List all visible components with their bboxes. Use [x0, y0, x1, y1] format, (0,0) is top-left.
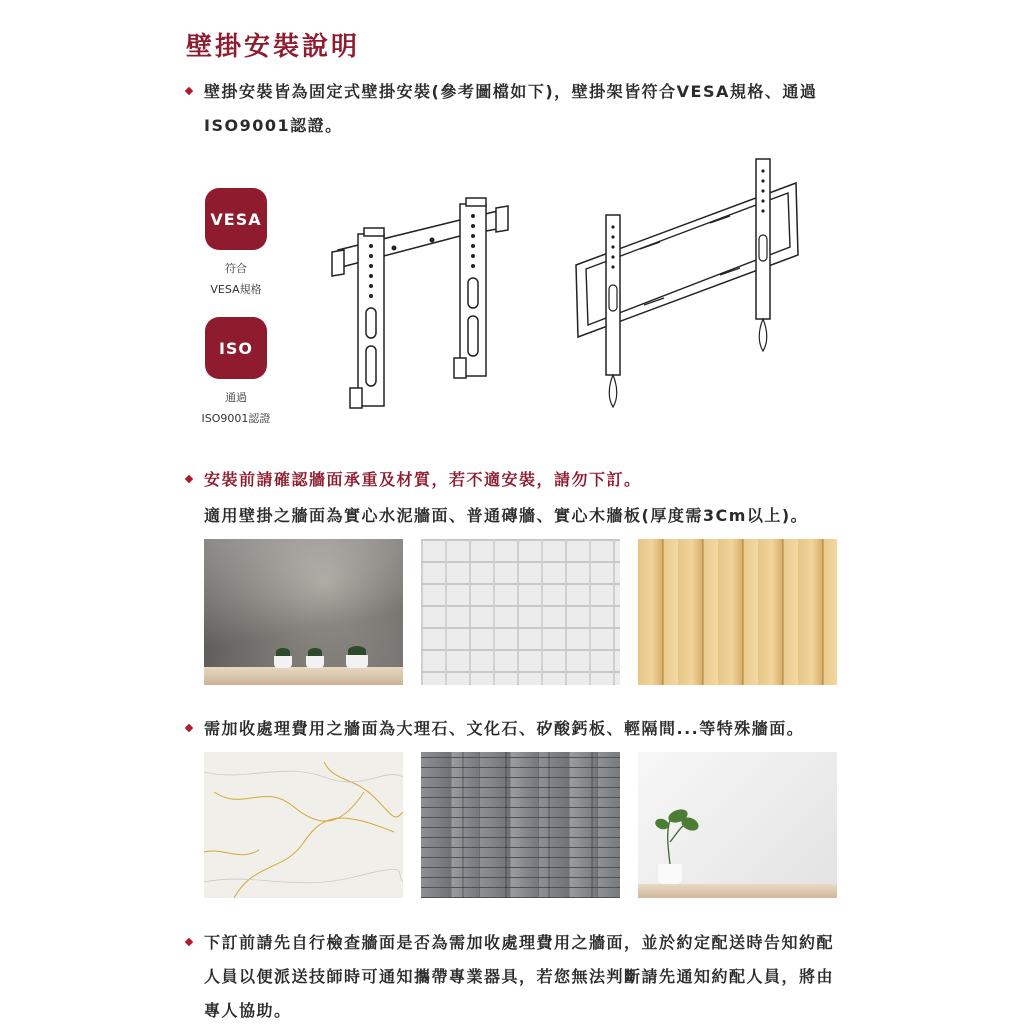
intro-paragraph: [186, 75, 817, 143]
light-partition-wall-image: [638, 752, 837, 898]
extra-fee-walls-section: [186, 712, 804, 746]
iso-caption-line-1: 通過: [225, 391, 247, 404]
brick-wall-image: [421, 539, 620, 685]
intro-line-1: 壁掛安裝皆為固定式壁掛安裝(參考圖檔如下)，壁掛架皆符合VESA規格、通過: [204, 82, 818, 101]
iso-caption-line-2: ISO9001認證: [201, 412, 271, 425]
vesa-caption: [186, 258, 286, 300]
pre-order-notice: [186, 926, 834, 1028]
iso-badge: ISO: [205, 317, 267, 379]
wall-mount-bracket-illustration-2: [570, 155, 802, 415]
wood-wall-image: [638, 539, 837, 685]
notice-line-1: 下訂前請先自行檢查牆面是否為需加收處理費用之牆面，並於約定配送時告知約配: [204, 933, 835, 952]
stacked-stone-wall-image: [421, 752, 620, 898]
vesa-caption-line-2: VESA規格: [210, 283, 262, 296]
suitable-walls-heading: 安裝前請確認牆面承重及材質，若不適安裝，請勿下訂。: [204, 470, 642, 489]
iso-caption: [186, 387, 286, 429]
page-title: 壁掛安裝說明: [186, 32, 361, 62]
intro-line-2: ISO9001認證。: [204, 116, 343, 135]
wall-mount-bracket-illustration-1: [320, 190, 520, 415]
vesa-badge: VESA: [205, 188, 267, 250]
suitable-walls-text: 適用壁掛之牆面為實心水泥牆面、普通磚牆、實心木牆板(厚度需3Cm以上)。: [204, 506, 809, 525]
vesa-caption-line-1: 符合: [225, 262, 247, 275]
notice-line-3: 專人協助。: [204, 1001, 292, 1020]
notice-line-2: 人員以便派送技師時可通知攜帶專業器具，若您無法判斷請先通知約配人員，將由: [204, 967, 835, 986]
suitable-walls-section: [186, 463, 808, 533]
concrete-wall-image: [204, 539, 403, 685]
marble-wall-image: [204, 752, 403, 898]
extra-fee-walls-text: 需加收處理費用之牆面為大理石、文化石、矽酸鈣板、輕隔間...等特殊牆面。: [204, 719, 805, 738]
